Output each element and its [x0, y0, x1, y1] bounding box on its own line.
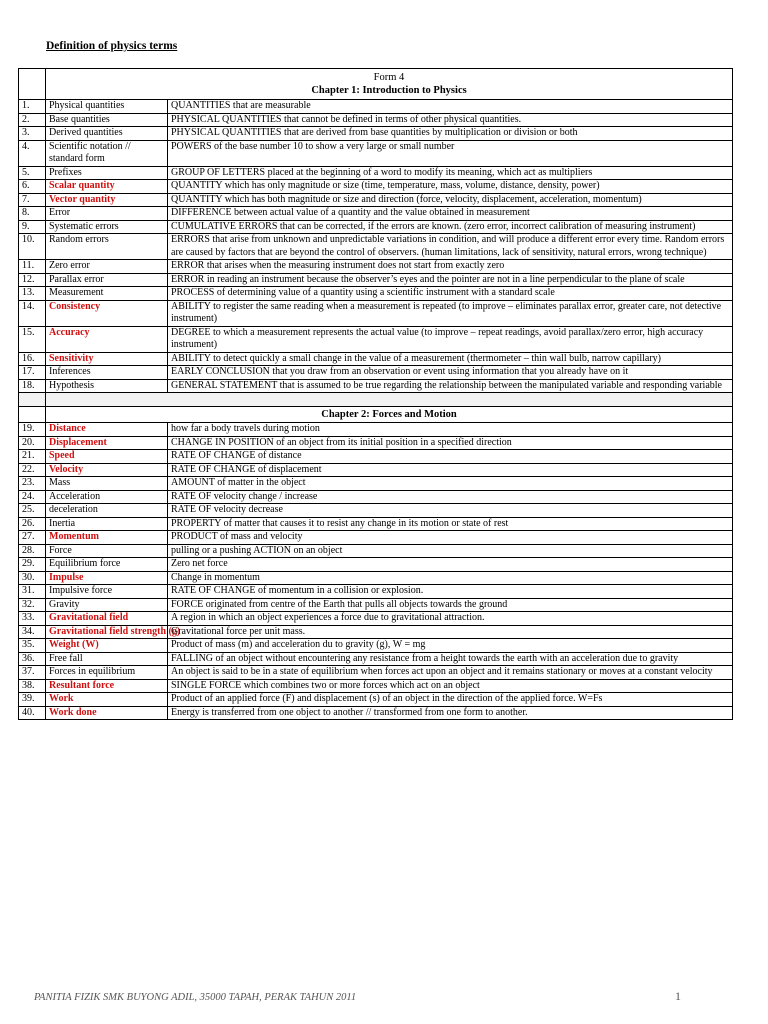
table-row — [19, 366, 733, 380]
row-number: 26. — [19, 517, 46, 531]
term-cell: Hypothesis — [46, 379, 168, 393]
row-number: 25. — [19, 504, 46, 518]
table-row — [19, 326, 733, 352]
term-cell: Gravity — [46, 598, 168, 612]
definition-cell: ERROR that arises when the measuring instrument does not start from exactly zero — [168, 260, 733, 274]
term-cell: Speed — [46, 450, 168, 464]
term-cell: Consistency — [46, 300, 168, 326]
definition-cell: CUMULATIVE ERRORS that can be corrected, if the errors are known. (zero error, incorrect calibration of measuring instrument) — [168, 220, 733, 234]
definition-cell: PRODUCT of mass and velocity — [168, 531, 733, 545]
definition-cell: PHYSICAL QUANTITIES that are derived from base quantities by multiplication or division or both — [168, 127, 733, 141]
table-row — [19, 652, 733, 666]
definition-cell: EARLY CONCLUSION that you draw from an observation or event using information that you already have on it — [168, 366, 733, 380]
term-cell: deceleration — [46, 504, 168, 518]
row-number: 27. — [19, 531, 46, 545]
row-number: 32. — [19, 598, 46, 612]
term-cell: Prefixes — [46, 166, 168, 180]
table-row — [19, 273, 733, 287]
term-cell: Acceleration — [46, 490, 168, 504]
row-number: 4. — [19, 140, 46, 166]
row-number: 38. — [19, 679, 46, 693]
term-cell: Work — [46, 693, 168, 707]
term-cell: Error — [46, 207, 168, 221]
row-number: 33. — [19, 612, 46, 626]
table-row — [19, 612, 733, 626]
definition-cell: Energy is transferred from one object to another // transformed from one form to another. — [168, 706, 733, 720]
row-number: 7. — [19, 193, 46, 207]
definition-cell: pulling or a pushing ACTION on an object — [168, 544, 733, 558]
table-row — [19, 571, 733, 585]
table-header — [19, 69, 733, 100]
page-number: 1 — [675, 989, 681, 1003]
table-row — [19, 166, 733, 180]
table-row — [19, 207, 733, 221]
table-row — [19, 127, 733, 141]
row-number: 15. — [19, 326, 46, 352]
definition-cell: ERRORS that arise from unknown and unpredictable variations in condition, and will produce a different error every time. Random errors are caused by factors that are beyond the control of observers. (human limitations, lack of sensitivity, natural errors, wrong technique) — [168, 234, 733, 260]
term-cell: Derived quantities — [46, 127, 168, 141]
term-cell: Accuracy — [46, 326, 168, 352]
row-number: 29. — [19, 558, 46, 572]
table-row — [19, 260, 733, 274]
row-number: 40. — [19, 706, 46, 720]
definition-cell: Gravitational force per unit mass. — [168, 625, 733, 639]
table-row — [19, 140, 733, 166]
row-number: 36. — [19, 652, 46, 666]
page-title: Definition of physics terms — [46, 40, 178, 52]
row-number: 17. — [19, 366, 46, 380]
row-number: 1. — [19, 100, 46, 114]
term-cell: Inferences — [46, 366, 168, 380]
definition-cell: Product of mass (m) and acceleration du to gravity (g), W = mg — [168, 639, 733, 653]
row-number: 21. — [19, 450, 46, 464]
definition-cell: CHANGE IN POSITION of an object from its initial position in a specified direction — [168, 436, 733, 450]
term-cell: Impulse — [46, 571, 168, 585]
row-number: 14. — [19, 300, 46, 326]
table-row — [19, 706, 733, 720]
term-cell: Sensitivity — [46, 352, 168, 366]
row-number: 6. — [19, 180, 46, 194]
term-cell: Random errors — [46, 234, 168, 260]
row-number: 35. — [19, 639, 46, 653]
term-cell: Measurement — [46, 287, 168, 301]
definition-cell: GROUP OF LETTERS placed at the beginning of a word to modify its meaning, which act as multipliers — [168, 166, 733, 180]
definition-cell: RATE OF CHANGE of momentum in a collision or explosion. — [168, 585, 733, 599]
term-cell: Displacement — [46, 436, 168, 450]
table-row — [19, 544, 733, 558]
definition-cell: RATE OF CHANGE of distance — [168, 450, 733, 464]
chapter1-title: Chapter 1: Introduction to Physics — [311, 85, 467, 97]
term-cell: Equilibrium force — [46, 558, 168, 572]
table-row — [19, 558, 733, 572]
definition-cell: QUANTITY which has both magnitude or size and direction (force, velocity, displacement, acceleration, momentum) — [168, 193, 733, 207]
table-row — [19, 517, 733, 531]
table-row — [19, 300, 733, 326]
term-cell: Momentum — [46, 531, 168, 545]
definition-cell: PHYSICAL QUANTITIES that cannot be defined in terms of other physical quantities. — [168, 113, 733, 127]
table-row — [19, 639, 733, 653]
term-cell: Base quantities — [46, 113, 168, 127]
definition-cell: QUANTITIES that are measurable — [168, 100, 733, 114]
term-cell: Resultant force — [46, 679, 168, 693]
table-row — [19, 113, 733, 127]
definition-cell: POWERS of the base number 10 to show a very large or small number — [168, 140, 733, 166]
section-spacer — [19, 393, 733, 407]
definition-cell: Zero net force — [168, 558, 733, 572]
row-number: 30. — [19, 571, 46, 585]
table-row — [19, 180, 733, 194]
definition-cell: Change in momentum — [168, 571, 733, 585]
row-number: 11. — [19, 260, 46, 274]
row-number: 2. — [19, 113, 46, 127]
table-row — [19, 220, 733, 234]
table-row — [19, 504, 733, 518]
definition-cell: An object is said to be in a state of equilibrium when forces act upon an object and it remains stationary or moves at a constant velocity — [168, 666, 733, 680]
definition-cell: A region in which an object experiences a force due to gravitational attraction. — [168, 612, 733, 626]
term-cell: Velocity — [46, 463, 168, 477]
definition-cell: Product of an applied force (F) and displacement (s) of an object in the direction of the applied force. W=Fs — [168, 693, 733, 707]
definition-cell: DEGREE to which a measurement represents the actual value (to improve – repeat readings, avoid parallax/zero error, high accuracy instrument) — [168, 326, 733, 352]
table-row — [19, 490, 733, 504]
definition-cell: ABILITY to register the same reading when a measurement is repeated (to improve – eliminates parallax error, greater care, not detective instrument) — [168, 300, 733, 326]
definition-cell: ABILITY to detect quickly a small change in the value of a measurement (thermometer – thin wall bulb, narrow capillary) — [168, 352, 733, 366]
definition-cell: ERROR in reading an instrument because the observer’s eyes and the pointer are not in a line perpendicular to the plane of scale — [168, 273, 733, 287]
term-cell: Forces in equilibrium — [46, 666, 168, 680]
term-cell: Gravitational field strength (g) — [46, 625, 168, 639]
definition-cell: FORCE originated from centre of the Earth that pulls all objects towards the ground — [168, 598, 733, 612]
term-cell: Weight (W) — [46, 639, 168, 653]
definition-cell: QUANTITY which has only magnitude or size (time, temperature, mass, volume, distance, density, power) — [168, 180, 733, 194]
table-row — [19, 234, 733, 260]
term-cell: Mass — [46, 477, 168, 491]
table-row — [19, 679, 733, 693]
row-number: 12. — [19, 273, 46, 287]
term-cell: Scientific notation // standard form — [46, 140, 168, 166]
row-number: 19. — [19, 423, 46, 437]
term-cell: Free fall — [46, 652, 168, 666]
table-row — [19, 450, 733, 464]
row-number: 8. — [19, 207, 46, 221]
term-cell: Scalar quantity — [46, 180, 168, 194]
definition-cell: how far a body travels during motion — [168, 423, 733, 437]
table-row — [19, 436, 733, 450]
row-number: 18. — [19, 379, 46, 393]
term-cell: Impulsive force — [46, 585, 168, 599]
table-row — [19, 287, 733, 301]
row-number: 31. — [19, 585, 46, 599]
footer-text: PANITIA FIZIK SMK BUYONG ADIL, 35000 TAPAH, PERAK TAHUN 2011 — [34, 992, 357, 1003]
table-row — [19, 666, 733, 680]
table-row — [19, 693, 733, 707]
row-number: 22. — [19, 463, 46, 477]
table-row — [19, 463, 733, 477]
row-number: 20. — [19, 436, 46, 450]
chapter1-header — [46, 69, 733, 100]
chapter2-title: Chapter 2: Forces and Motion — [46, 407, 733, 423]
row-number: 37. — [19, 666, 46, 680]
term-cell: Physical quantities — [46, 100, 168, 114]
definitions-table — [18, 68, 733, 720]
row-number: 16. — [19, 352, 46, 366]
term-cell: Zero error — [46, 260, 168, 274]
definition-cell: PROPERTY of matter that causes it to resist any change in its motion or state of rest — [168, 517, 733, 531]
term-cell: Inertia — [46, 517, 168, 531]
table-row — [19, 352, 733, 366]
term-cell: Vector quantity — [46, 193, 168, 207]
table-row — [19, 625, 733, 639]
term-cell: Distance — [46, 423, 168, 437]
row-number: 3. — [19, 127, 46, 141]
definition-cell: RATE OF CHANGE of displacement — [168, 463, 733, 477]
row-number: 13. — [19, 287, 46, 301]
definition-cell: SINGLE FORCE which combines two or more forces which act on an object — [168, 679, 733, 693]
term-cell: Force — [46, 544, 168, 558]
definition-cell: DIFFERENCE between actual value of a quantity and the value obtained in measurement — [168, 207, 733, 221]
row-number: 5. — [19, 166, 46, 180]
table-row — [19, 477, 733, 491]
row-number: 9. — [19, 220, 46, 234]
row-number: 34. — [19, 625, 46, 639]
table-row — [19, 585, 733, 599]
row-number: 39. — [19, 693, 46, 707]
chapter2-header — [19, 407, 733, 423]
definition-cell: FALLING of an object without encountering any resistance from a height towards the earth with an acceleration due to gravity — [168, 652, 733, 666]
table-row — [19, 598, 733, 612]
form-label: Form 4 — [373, 72, 405, 83]
definition-cell: GENERAL STATEMENT that is assumed to be true regarding the relationship between the manipulated variable and responding variable — [168, 379, 733, 393]
definition-cell: AMOUNT of matter in the object — [168, 477, 733, 491]
table-row — [19, 379, 733, 393]
term-cell: Work done — [46, 706, 168, 720]
definition-cell: PROCESS of determining value of a quantity using a scientific instrument with a standard scale — [168, 287, 733, 301]
row-number: 10. — [19, 234, 46, 260]
definition-cell: RATE OF velocity change / increase — [168, 490, 733, 504]
table-row — [19, 423, 733, 437]
table-row — [19, 100, 733, 114]
row-number: 23. — [19, 477, 46, 491]
definition-cell: RATE OF velocity decrease — [168, 504, 733, 518]
table-row — [19, 531, 733, 545]
table-row — [19, 193, 733, 207]
row-number: 24. — [19, 490, 46, 504]
term-cell: Systematic errors — [46, 220, 168, 234]
term-cell: Parallax error — [46, 273, 168, 287]
term-cell: Gravitational field — [46, 612, 168, 626]
row-number: 28. — [19, 544, 46, 558]
